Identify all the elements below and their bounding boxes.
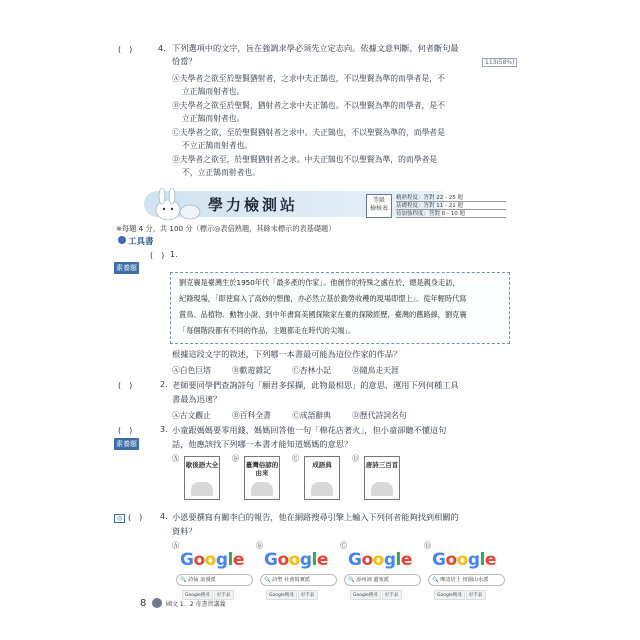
search-input[interactable]: 🔍 詩聖 社會寫實派 [260,574,337,586]
google-letter-1: G [180,550,194,570]
reading-passage-box [170,272,510,344]
advanced-badge: ◎ [114,514,125,523]
question-number: 2. [160,380,168,389]
google-letter-4: g [299,550,312,570]
level-row-mastery: 精熟程度：答對 22 - 25 題 [396,193,506,202]
google-logo [264,550,328,570]
question-stem-cont: 資料？ [172,526,197,536]
option-a-label: Ⓐ [172,541,180,550]
answer-paren[interactable]: ( ) [118,45,133,54]
google-search-button[interactable]: Google搜尋 [182,590,213,600]
level-row-needs-work: 待加強程度：答對 0 - 10 題 [396,209,506,218]
page-footer [112,596,530,614]
google-letter-6: e [316,550,328,570]
option-d-label: Ⓓ [352,454,360,463]
option-a: Ⓐ白色巨塔 [172,366,211,375]
answer-paren[interactable]: ( ) [128,513,143,522]
google-search-button[interactable]: Google搜尋 [434,590,465,600]
option-d-cont: 不，立正鵠而射者也。 [182,168,260,177]
section-heading: 工具書 [128,237,154,247]
book-cover-c [304,456,340,500]
google-logo [432,550,496,570]
google-letter-6: e [400,550,412,570]
answer-paren[interactable]: ( ) [118,426,133,435]
scoring-note: ※每題 4 分，共 100 分（標示◎表倍熟題，其餘未標示的表基礎題） [116,224,336,233]
option-a-label: Ⓐ [172,454,180,463]
option-d: Ⓓ隨鳥走天涯 [352,366,399,375]
search-query: 詩聖 社會寫實派 [272,577,311,583]
google-letter-2: o [445,550,457,570]
question-number: 3. [160,425,168,434]
option-c: Ⓒ夫學者之欲，至於聖賢猶射者之求中。夫正鵠也，不以聖賢為準的，而學者是 [172,128,445,137]
option-b: Ⓑ百科全書 [232,411,271,420]
question-stem: 老師要同學們查詢詩句「願君多採擷，此物最相思」的意思，運用下列何種工具 [172,380,459,390]
question-stem-cont: 書最為迅速？ [172,394,222,404]
footer-title: 國文 1．2 奇書習講義 [166,601,226,608]
google-letter-3: o [456,550,468,570]
level-row-basic: 基礎程度：答對 11 - 21 題 [396,201,506,210]
book-illustration-icon [371,482,393,496]
competency-badge: 素養題 [116,440,137,448]
level-label-text: 等級 檢核表 [369,197,388,212]
rabbit-mascot-icon [146,188,206,222]
option-b: Ⓑ歡遊雜記 [232,366,271,375]
google-search-button[interactable]: Google搜尋 [350,590,381,600]
google-letter-2: o [193,550,205,570]
question-stem: 小恩要撰寫有關李白的報告，他在網路搜尋引擎上輸入下列何者能夠找到相關的 [172,512,459,522]
question-number: 4. [160,512,168,521]
question-stem-cont: 恰當？ [172,56,197,66]
section-banner [116,188,526,220]
competency-badge: 素養題 [116,264,137,272]
google-letter-4: g [383,550,396,570]
google-letter-4: g [215,550,228,570]
correct-rate-tag: 113(58%) [482,58,517,67]
question-number: 4. [158,44,166,53]
book-cover-a [184,456,220,500]
passage-line: 賞鳥、品植物、動物小說、到中年書寫美國探險家在臺的探險經歷，臺灣的舊路線，劉克襄 [179,310,467,319]
google-letter-6: e [232,550,244,570]
option-c-label: Ⓒ [292,454,300,463]
google-letter-4: g [467,550,480,570]
search-input[interactable]: 🔍 摩詰居士 田園山水派 [428,574,505,586]
option-c-label: Ⓒ [340,541,348,550]
book-illustration-icon [251,482,273,496]
book-title: 臺灣俗諺的由來 [245,461,279,477]
option-d-label: Ⓓ [424,541,432,550]
option-c: Ⓒ杏林小記 [292,366,331,375]
search-query: 摩詰居士 田園山水派 [440,577,489,583]
question-stem-cont: 話，他應該找下列哪一本書才能知道媽媽的意思？ [172,439,353,449]
page-number: 8 [140,598,147,609]
option-a: Ⓐ古文觀止 [172,411,211,420]
google-letter-3: o [372,550,384,570]
option-d: Ⓓ歷代詩詞名句 [352,411,407,420]
book-illustration-icon [191,482,213,496]
search-input[interactable]: 🔍 詩仙 浪漫派 [176,574,253,586]
google-letter-1: G [348,550,362,570]
question-number: 1. [170,250,178,259]
option-b-cont: 立正鵠而射者也。 [182,114,245,123]
book-title: 唐詩三百首 [365,461,399,469]
google-letter-1: G [264,550,278,570]
google-letter-5: l [311,550,317,570]
option-c-cont: 不立正鵠而射者也。 [182,141,253,150]
google-letter-5: l [479,550,485,570]
workbook-page [112,36,530,614]
google-search-button[interactable]: Google搜尋 [266,590,297,600]
search-input[interactable]: 🔍 添州詞 邊塞派 [344,574,421,586]
google-letter-3: o [204,550,216,570]
option-a-cont: 立正鵠而射者也。 [182,87,245,96]
publisher-logo-icon [152,598,162,608]
banner-title: 學力檢測站 [208,196,299,214]
google-letter-2: o [277,550,289,570]
option-c: Ⓒ成語辭典 [292,411,331,420]
google-letter-5: l [395,550,401,570]
question-stem: 小童跟媽媽要零用錢，媽媽回答他一句「棉花店著火」，但小童卻聽不懂這句 [172,425,447,435]
lucky-button[interactable]: 好手氣 [298,590,318,600]
search-query: 詩仙 浪漫派 [188,577,216,583]
google-logo [348,550,412,570]
section-bullet-icon [118,236,126,244]
level-checklist-label [366,194,392,218]
book-cover-d [364,456,400,500]
book-illustration-icon [311,482,333,496]
option-b: Ⓑ夫學者之欲至於聖賢，猶射者之求中夫正鵠也。不以聖賢為準的而學者，是不 [172,101,445,110]
google-letter-5: l [227,550,233,570]
option-b-label: Ⓑ [232,454,240,463]
book-cover-b [244,456,280,500]
option-b-label: Ⓑ [256,541,264,550]
option-a: Ⓐ夫學者之欲至於聖賢猶射者，之求中夫正鵠也，不以聖賢為準的而學者是，不 [172,74,445,83]
google-letter-2: o [361,550,373,570]
question-stem: 根據這段文字的敘述，下列哪一本書最可能為這位作家的作品？ [172,349,402,359]
google-letter-1: G [432,550,446,570]
google-letter-6: e [484,550,496,570]
answer-paren[interactable]: ( ) [150,251,165,260]
lucky-button[interactable]: 好手氣 [466,590,486,600]
book-title: 歇後語大全 [185,461,219,469]
book-title: 成語典 [312,461,332,469]
search-query: 添州詞 邊塞派 [356,577,389,583]
lucky-button[interactable]: 好手氣 [214,590,234,600]
passage-line: 「每個階段都有不同的作品，主題都走在時代的尖端」。 [179,326,356,335]
google-logo [180,550,244,570]
lucky-button[interactable]: 好手氣 [382,590,402,600]
passage-line: 劉克襄是臺灣生於1950年代「最多產的作家」。他創作的特殊之處在於，總是親身走訪， [179,278,460,287]
answer-paren[interactable]: ( ) [118,381,133,390]
option-d: Ⓓ夫學者之欲至，於聖賢猶射者之求。中夫正鵠也不以聖賢為準，的而學者是 [172,155,438,164]
passage-line: 紀錄現場，「即使寫入了高妙的想像，亦必然立基於勤勞收穫的現場即憬上」。從年輕時代寫 [179,294,467,303]
google-letter-3: o [288,550,300,570]
question-stem: 下列選項中的文字，旨在強調求學必須先立定志向。依據文意判斷，何者斷句最 [172,43,459,53]
